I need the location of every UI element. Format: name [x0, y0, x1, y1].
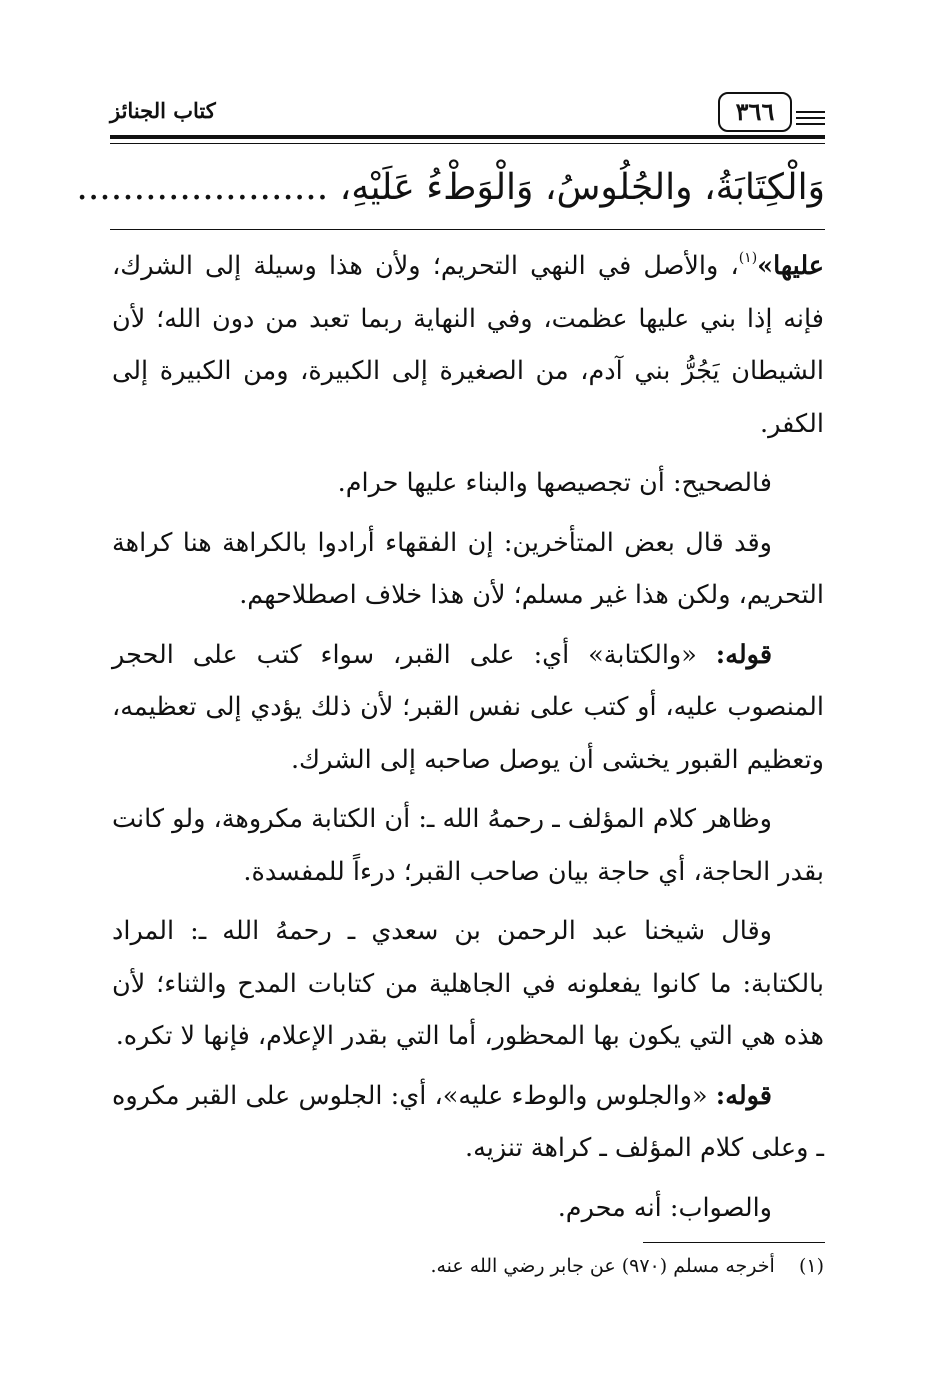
paragraph-7 — [112, 1070, 824, 1175]
footnote-separator — [643, 1242, 825, 1243]
header-ornament-rule — [796, 117, 825, 119]
footnote-marker: (١) — [798, 1255, 824, 1277]
header-rule-thin — [110, 143, 825, 144]
page-number: ٣٦٦ — [718, 92, 792, 132]
page-header — [110, 92, 825, 152]
footnote-reference: (١) — [738, 250, 758, 266]
paragraph-2: فالصحيح: أن تجصيصها والبناء عليها حرام. — [337, 468, 772, 498]
paragraph-5: وظاهر كلام المؤلف ـ رحمهُ الله ـ: أن الكتابة مكروهة، ولو كانت بقدر الحاجة، أي حاجة بيان صاحب القبر؛ درءاً للمفسدة. — [112, 804, 824, 887]
bold-quote-end: عليها» — [757, 251, 824, 281]
footnote-text: أخرجه مسلم (٩٧٠) عن جابر رضي الله عنه. — [430, 1255, 775, 1277]
matn-quote: «والكتابة» — [588, 639, 697, 670]
paragraph-3: وقد قال بعض المتأخرين: إن الفقهاء أرادوا بالكراهة هنا كراهة التحريم، ولكن هذا غير مسلم؛ لأن هذا خلاف اصطلاحهم. — [112, 527, 824, 610]
paragraph-1 — [112, 240, 824, 450]
commentary-body — [112, 240, 824, 1241]
matn-quote: «والجلوس والوطء عليه» — [442, 1080, 708, 1111]
header-rule-thick — [110, 135, 825, 139]
paragraph-text: ، والأصل في النهي التحريم؛ ولأن هذا وسيلة إلى الشرك، فإنه إذا بني عليها عظمت، وفي النهاية ربما تعبد من دون الله؛ لأن الشيطان يَجُرُّ بني آدم، من الصغيرة إلى الكبيرة، ومن الكبيرة إلى الكفر. — [112, 251, 824, 439]
paragraph-4 — [112, 629, 824, 787]
matn-separator — [110, 229, 825, 230]
qawluhu-label: قوله: — [715, 1080, 772, 1111]
running-title: كتاب الجنائز — [110, 98, 216, 123]
matn-text: وَالْكِتَابَةُ، والجُلُوسُ، وَالْوَطْءُ عَلَيْهِ، ...................... — [76, 167, 825, 208]
paragraph-6: وقال شيخنا عبد الرحمن بن سعدي ـ رحمهُ الله ـ: المراد بالكتابة: ما كانوا يفعلونه في الجاهلية من كتابات المدح والثناء؛ لأن هذه هي التي يكون بها المحظور، أما التي بقدر الإعلام، فإنها لا تكره. — [112, 916, 824, 1051]
paragraph-text: ، أي: الجلوس على القبر مكروه ـ وعلى كلام المؤلف ـ كراهة تنزيه. — [112, 1080, 824, 1163]
header-ornament-rule — [796, 123, 825, 125]
header-ornament-rule — [796, 111, 825, 113]
paragraph-8: والصواب: أنه محرم. — [557, 1192, 772, 1223]
paragraph-text: أي: على القبر، سواء كتب على الحجر المنصوب عليه، أو كتب على نفس القبر؛ لأن ذلك يؤدي إلى تعظيمه، وتعظيم القبور يخشى أن يوصل صاحبه إلى الشرك. — [112, 639, 824, 775]
qawluhu-label: قوله: — [715, 639, 773, 670]
footnote — [112, 1250, 824, 1282]
